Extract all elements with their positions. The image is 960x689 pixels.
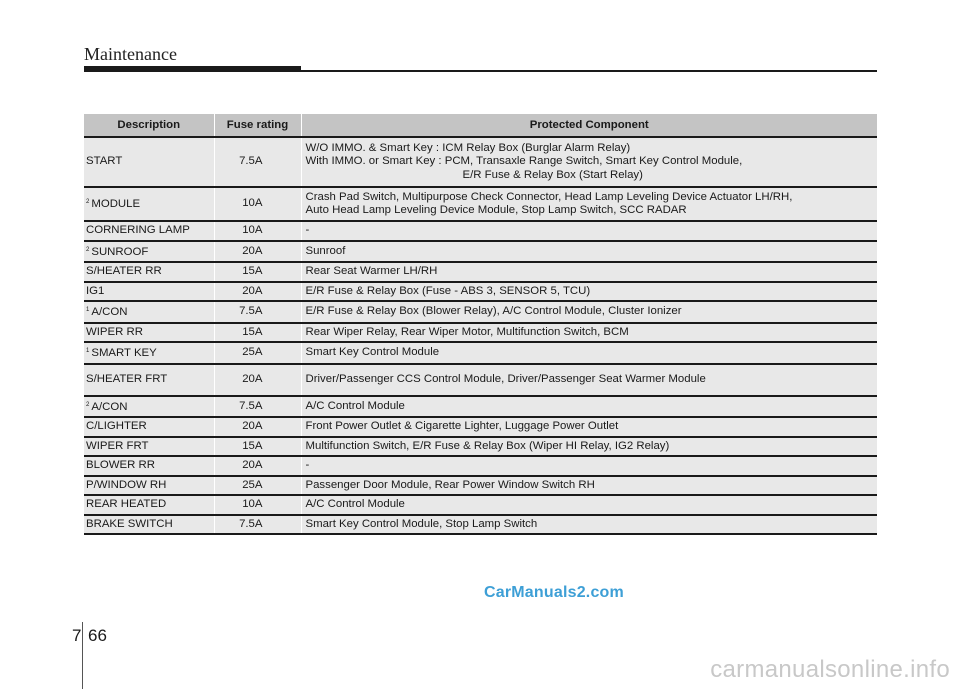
fuse-rating-cell: 7.5A (214, 137, 301, 187)
fuse-description-cell (84, 417, 214, 437)
page-number-divider (82, 622, 83, 689)
column-header-description: Description (84, 114, 214, 137)
fuse-description: BLOWER RR (86, 459, 155, 471)
fuse-description-cell (84, 262, 214, 282)
fuse-rating-cell: 7.5A (214, 515, 301, 535)
fuse-description: IG1 (86, 284, 105, 297)
fuse-rating-cell: 20A (214, 282, 301, 302)
footnote-marker: 1 (86, 348, 90, 354)
fuse-rating-cell: 25A (214, 342, 301, 364)
protected-component-line: - (305, 224, 310, 236)
table-row (84, 137, 877, 187)
table-row (84, 495, 877, 515)
fuse-description: CORNERING LAMP (86, 224, 190, 236)
footnote-marker: 2 (86, 199, 90, 206)
fuse-rating-cell: 10A (214, 221, 301, 241)
protected-component-cell (301, 417, 877, 437)
table-row (84, 396, 877, 418)
fuse-rating-cell: 15A (214, 262, 301, 282)
protected-component-cell (301, 137, 877, 187)
protected-component-cell (301, 262, 877, 282)
protected-component-cell (301, 515, 877, 535)
fuse-description-cell (84, 476, 214, 496)
fuse-description: WIPER FRT (86, 439, 149, 452)
protected-component-line: With IMMO. or Smart Key : PCM, Transaxle Range Switch, Smart Key Control Module, (305, 155, 743, 168)
table-row (84, 515, 877, 535)
fuse-description: C/LIGHTER (86, 420, 147, 432)
fuse-description: S/HEATER FRT (86, 372, 168, 385)
fuse-rating-cell: 25A (214, 476, 301, 496)
fuse-description-cell (84, 241, 214, 263)
table-row (84, 456, 877, 476)
protected-component-line: Auto Head Lamp Leveling Device Module, Stop Lamp Switch, SCC RADAR (305, 204, 687, 216)
protected-component-line: E/R Fuse & Relay Box (Fuse - ABS 3, SENSOR 5, TCU) (305, 284, 591, 297)
protected-component-line: - (305, 459, 310, 471)
protected-component-line: Smart Key Control Module (305, 346, 440, 358)
fuse-description-cell (84, 342, 214, 364)
protected-component-line: W/O IMMO. & Smart Key : ICM Relay Box (Burglar Alarm Relay) (305, 141, 631, 154)
protected-component-line: Rear Seat Warmer LH/RH (305, 265, 438, 277)
table-row (84, 282, 877, 302)
header-rule-thin (301, 70, 877, 72)
protected-component-cell (301, 364, 877, 396)
header-rule-thick (84, 66, 301, 72)
protected-component-cell (301, 282, 877, 302)
protected-component-cell (301, 396, 877, 418)
table-row (84, 262, 877, 282)
table-row (84, 342, 877, 364)
chapter-number: 7 (72, 626, 82, 645)
fuse-description-cell (84, 515, 214, 535)
fuse-description-cell (84, 282, 214, 302)
protected-component-cell (301, 456, 877, 476)
column-header-protected-component: Protected Component (301, 114, 877, 137)
protected-component-cell (301, 241, 877, 263)
fuse-description-cell (84, 456, 214, 476)
protected-component-line: Crash Pad Switch, Multipurpose Check Connector, Head Lamp Leveling Device Actuator LH/RH, (305, 190, 793, 203)
protected-component-cell (301, 476, 877, 496)
fuse-description: WIPER RR (86, 325, 143, 338)
page-number: 66 (88, 626, 107, 645)
protected-component-line: Multifunction Switch, E/R Fuse & Relay Box (Wiper HI Relay, IG2 Relay) (305, 439, 670, 452)
fuse-description: P/WINDOW RH (86, 478, 167, 491)
fuse-description: BRAKE SWITCH (86, 517, 173, 530)
table-row (84, 187, 877, 221)
fuse-rating-cell: 15A (214, 437, 301, 457)
protected-component-cell (301, 437, 877, 457)
table-row (84, 417, 877, 437)
fuse-table (84, 114, 877, 535)
table-row (84, 437, 877, 457)
protected-component-line: Smart Key Control Module, Stop Lamp Switch (305, 517, 538, 530)
protected-component-line: Driver/Passenger CCS Control Module, Driver/Passenger Seat Warmer Module (305, 372, 706, 385)
table-row (84, 221, 877, 241)
fuse-description-cell (84, 221, 214, 241)
table-row (84, 301, 877, 323)
protected-component-line: Front Power Outlet & Cigarette Lighter, Luggage Power Outlet (305, 420, 619, 432)
fuse-description: A/CON (91, 306, 128, 318)
protected-component-cell (301, 221, 877, 241)
table-row (84, 241, 877, 263)
protected-component-cell (301, 187, 877, 221)
fuse-rating-cell: 15A (214, 323, 301, 343)
protected-component-line: A/C Control Module (305, 498, 405, 510)
fuse-rating-cell: 20A (214, 241, 301, 263)
protected-component-cell (301, 323, 877, 343)
protected-component-cell (301, 342, 877, 364)
fuse-description: REAR HEATED (86, 498, 167, 510)
protected-component-line: Rear Wiper Relay, Rear Wiper Motor, Multifunction Switch, BCM (305, 325, 629, 338)
fuse-rating-cell: 20A (214, 456, 301, 476)
fuse-description: START (86, 155, 123, 168)
fuse-description: A/CON (91, 400, 128, 413)
protected-component-cell (301, 301, 877, 323)
fuse-rating-cell: 20A (214, 364, 301, 396)
protected-component-cell (301, 495, 877, 515)
table-row (84, 476, 877, 496)
table-row (84, 323, 877, 343)
fuse-rating-cell: 7.5A (214, 396, 301, 418)
fuse-rating-cell: 10A (214, 495, 301, 515)
protected-component-line: Sunroof (305, 244, 346, 257)
fuse-description: SMART KEY (91, 347, 157, 359)
table-row (84, 364, 877, 396)
protected-component-line: E/R Fuse & Relay Box (Start Relay) (462, 168, 643, 181)
watermark-logo: CarManuals2.com (484, 584, 624, 601)
footnote-marker: 2 (86, 246, 90, 253)
fuse-description-cell (84, 364, 214, 396)
fuse-description: MODULE (91, 198, 141, 211)
fuse-description-cell (84, 187, 214, 221)
footnote-marker: 2 (86, 401, 90, 408)
protected-component-line: E/R Fuse & Relay Box (Blower Relay), A/C Control Module, Cluster Ionizer (305, 305, 682, 317)
fuse-rating-cell: 7.5A (214, 301, 301, 323)
protected-component-line: A/C Control Module (305, 399, 405, 412)
fuse-rating-cell: 20A (214, 417, 301, 437)
fuse-description: S/HEATER RR (86, 265, 162, 277)
footnote-marker: 1 (86, 307, 90, 313)
column-header-fuse-rating: Fuse rating (214, 114, 301, 137)
protected-component-line: Passenger Door Module, Rear Power Window Switch RH (305, 478, 595, 491)
fuse-description-cell (84, 495, 214, 515)
fuse-description-cell (84, 137, 214, 187)
fuse-description: SUNROOF (91, 245, 149, 258)
footer-site-watermark: carmanualsonline.info (710, 656, 950, 683)
fuse-table-header (84, 114, 877, 137)
fuse-description-cell (84, 396, 214, 418)
fuse-rating-cell: 10A (214, 187, 301, 221)
page-section-title: Maintenance (84, 44, 177, 64)
fuse-description-cell (84, 323, 214, 343)
fuse-description-cell (84, 437, 214, 457)
fuse-description-cell (84, 301, 214, 323)
